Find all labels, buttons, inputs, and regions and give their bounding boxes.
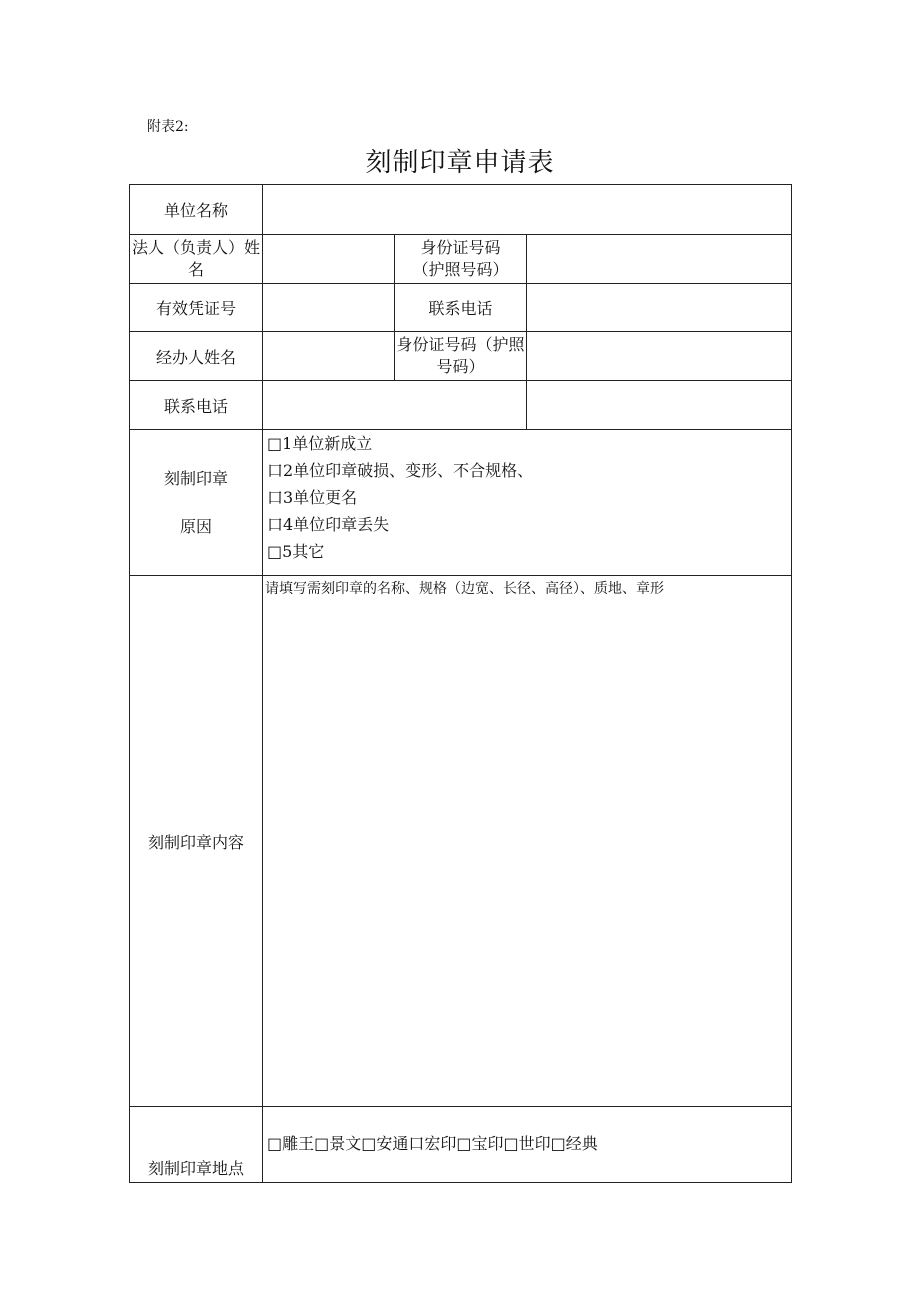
handler-id-field[interactable]	[527, 332, 792, 381]
id-number-label-line1: 身份证号码	[420, 238, 501, 257]
legal-person-label-line1: 法人（负责人）姓	[131, 238, 260, 257]
place-options[interactable]	[263, 1107, 792, 1183]
unit-name-field[interactable]	[263, 185, 792, 235]
handler-name-field[interactable]	[263, 332, 395, 381]
content-label: 刻制印章内容	[130, 576, 263, 1107]
handler-id-label	[395, 332, 527, 381]
reason-option-other[interactable]: □5其它	[267, 542, 325, 561]
reason-label-line2: 原因	[179, 516, 212, 536]
valid-certificate-label: 有效凭证号	[130, 284, 263, 332]
place-label: 刻制印章地点	[130, 1107, 263, 1183]
reason-option-damaged[interactable]: 口2单位印章破损、变形、不合规格、	[267, 461, 534, 480]
contact-phone-2-field[interactable]	[263, 381, 527, 430]
id-number-label	[395, 235, 527, 284]
legal-person-field[interactable]	[263, 235, 395, 284]
id-number-field[interactable]	[527, 235, 792, 284]
reason-options	[263, 430, 792, 576]
reason-label	[130, 430, 263, 576]
contact-phone-field[interactable]	[527, 284, 792, 332]
reason-label-line1: 刻制印章	[163, 468, 228, 488]
handler-id-label-line2: 号码）	[436, 357, 485, 376]
contact-phone-label: 联系电话	[395, 284, 527, 332]
form-title: 刻制印章申请表	[365, 148, 555, 178]
row-certificate	[130, 284, 792, 332]
row-unit-name	[130, 185, 792, 235]
legal-person-label	[130, 235, 263, 284]
row-content	[130, 576, 792, 1107]
contact-phone-2-extra-field[interactable]	[527, 381, 792, 430]
application-form	[129, 184, 792, 1183]
row-contact-2	[130, 381, 792, 430]
row-handler	[130, 332, 792, 381]
place-options-text[interactable]: □雕王□景文□安通口宏印□宝印□世印□经典	[267, 1134, 598, 1153]
unit-name-label: 单位名称	[130, 185, 263, 235]
handler-name-label: 经办人姓名	[130, 332, 263, 381]
reason-option-new[interactable]: □1单位新成立	[267, 434, 373, 453]
row-legal-person	[130, 235, 792, 284]
row-place	[130, 1107, 792, 1183]
contact-phone-2-label: 联系电话	[130, 381, 263, 430]
row-reason	[130, 430, 792, 576]
content-hint-text: 请填写需刻印章的名称、规格（边宽、长径、高径）、质地、章形	[265, 581, 664, 597]
attachment-label: 附表2:	[147, 119, 189, 135]
id-number-label-line2: （护照号码）	[412, 260, 509, 279]
valid-certificate-field[interactable]	[263, 284, 395, 332]
legal-person-label-line2: 名	[187, 260, 204, 279]
handler-id-label-line1: 身份证号码（护照	[396, 335, 525, 354]
content-field[interactable]	[263, 576, 792, 1107]
reason-option-renamed[interactable]: 口3单位更名	[267, 488, 358, 507]
reason-option-lost[interactable]: 口4单位印章丢失	[267, 515, 390, 534]
